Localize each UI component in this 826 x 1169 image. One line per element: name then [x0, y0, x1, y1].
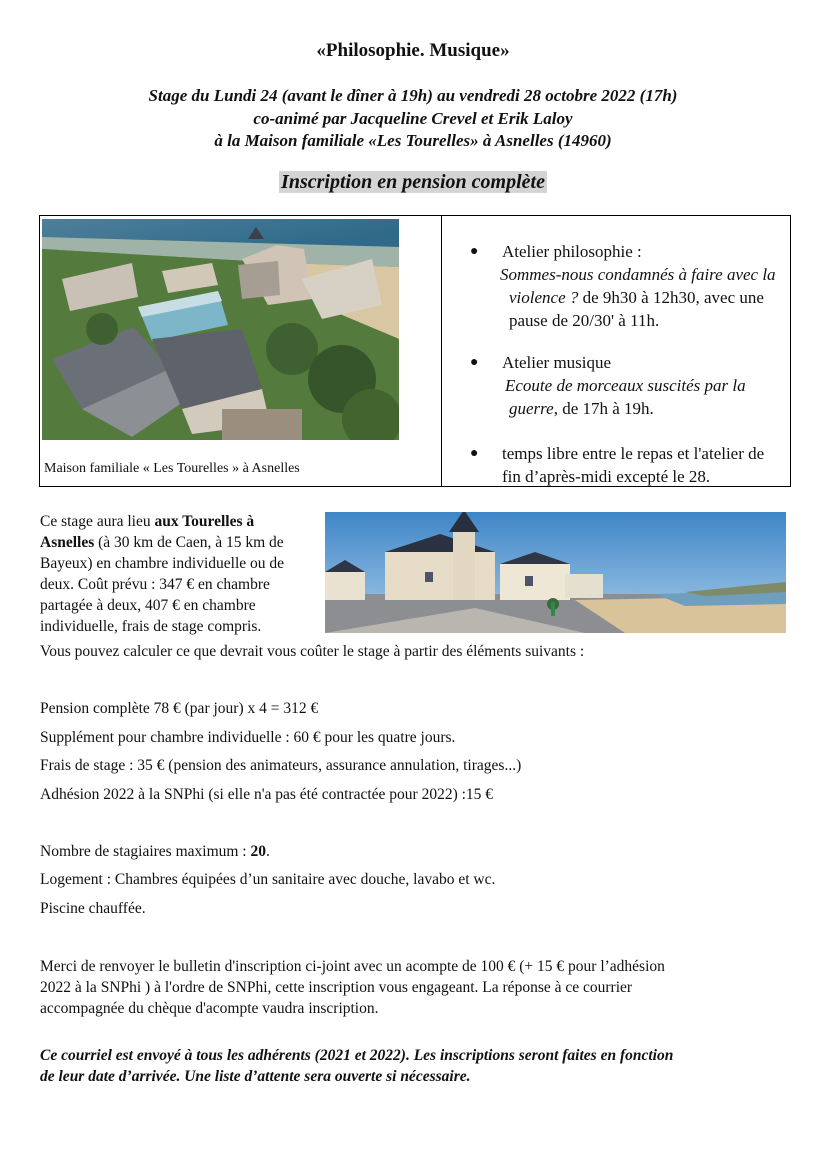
- table-divider: [441, 216, 442, 486]
- mailing-notice-line-2: de leur date d’arrivée. Une liste d’attente sera ouverte si nécessaire.: [40, 1068, 471, 1085]
- intro-paragraph: [40, 511, 325, 637]
- cost-course-fees: Frais de stage : 35 € (pension des animateurs, assurance annulation, tirages...): [40, 757, 522, 774]
- music-workshop-title: Atelier musique: [502, 353, 612, 372]
- music-workshop-time: [509, 397, 654, 420]
- intro-line-1: [40, 511, 325, 532]
- philosophy-workshop-question-end: violence ?: [509, 288, 583, 307]
- registration-line-1: Merci de renvoyer le bulletin d'inscription ci-joint avec un acompte de 100 € (+ 15 € pour l’adhésion: [40, 958, 665, 975]
- subtitle-location: à la Maison familiale «Les Tourelles» à Asnelles (14960): [214, 131, 612, 150]
- aerial-photo-caption: Maison familiale « Les Tourelles » à Asnelles: [44, 461, 300, 476]
- document-title: «Philosophie. Musique»: [316, 40, 510, 61]
- bullet-dot: ●: [470, 355, 479, 370]
- intro-text: Ce stage aura lieu: [40, 513, 155, 530]
- info-table: [39, 215, 791, 487]
- subtitle-dates: Stage du Lundi 24 (avant le dîner à 19h) au vendredi 28 octobre 2022 (17h): [148, 86, 678, 105]
- max-participants-end: .: [266, 843, 270, 860]
- subtitle-animators: co-animé par Jacqueline Crevel et Erik Laloy: [253, 109, 573, 128]
- intro-venue: aux Tourelles à: [154, 513, 255, 530]
- cost-full-board: Pension complète 78 € (par jour) x 4 = 312 €: [40, 700, 319, 717]
- mailing-notice: [40, 1045, 673, 1087]
- free-time-line-2: fin d’après-midi excepté le 28.: [502, 467, 711, 486]
- intro-line-3: Bayeux) en chambre individuelle ou de: [40, 555, 285, 572]
- philosophy-workshop-time: [509, 286, 764, 309]
- bullet-dot: ●: [470, 244, 479, 259]
- intro-town: Asnelles: [40, 534, 95, 551]
- intro-line-5: partagée à deux, 407 € en chambre: [40, 597, 256, 614]
- pool-info: Piscine chauffée.: [40, 900, 146, 917]
- beach-photo: [325, 512, 786, 633]
- mailing-notice-line-1: Ce courriel est envoyé à tous les adhérents (2021 et 2022). Les inscriptions seront faites en fonction: [40, 1047, 674, 1064]
- philosophy-workshop-break: pause de 20/30' à 11h.: [509, 311, 660, 330]
- cost-calculation-intro: Vous pouvez calculer ce que devrait vous coûter le stage à partir des éléments suivants :: [40, 643, 585, 660]
- registration-line-3: accompagnée du chèque d'acompte vaudra inscription.: [40, 1000, 379, 1017]
- lodging-info: Logement : Chambres équipées d’un sanitaire avec douche, lavabo et wc.: [40, 871, 496, 888]
- philosophy-workshop-question: Sommes-nous condamnés à faire avec la: [500, 265, 776, 284]
- philosophy-workshop-title: Atelier philosophie :: [502, 242, 642, 261]
- intro-line-4: deux. Coût prévu : 347 € en chambre: [40, 576, 270, 593]
- bullet-dot: ●: [470, 446, 479, 461]
- beach-photo-image: [325, 512, 786, 633]
- registration-line-2: 2022 à la SNPhi ) à l'ordre de SNPhi, cette inscription vous engageant. La réponse à ce courrier: [40, 979, 633, 996]
- free-time-line-1: temps libre entre le repas et l'atelier de: [502, 444, 765, 463]
- registration-instructions: [40, 956, 665, 1019]
- aerial-photo-image: [42, 219, 399, 440]
- max-participants: [40, 843, 270, 861]
- section-heading-text: Inscription en pension complète: [281, 171, 545, 193]
- max-participants-label: Nombre de stagiaires maximum :: [40, 843, 251, 860]
- cost-single-room-supplement: Supplément pour chambre individuelle : 60 € pour les quatre jours.: [40, 729, 456, 746]
- cost-membership: Adhésion 2022 à la SNPhi (si elle n'a pas été contractée pour 2022) :15 €: [40, 786, 494, 803]
- music-workshop-theme: Ecoute de morceaux suscités par la: [505, 376, 746, 395]
- intro-line-6: individuelle, frais de stage compris.: [40, 618, 262, 635]
- max-participants-value: 20: [250, 843, 266, 860]
- aerial-photo: [42, 219, 399, 440]
- music-workshop-hours: , de 17h à 19h.: [553, 399, 654, 418]
- intro-text: (à 30 km de Caen, à 15 km de: [94, 534, 284, 551]
- intro-line-2: [40, 532, 325, 553]
- philosophy-workshop-hours: de 9h30 à 12h30, avec une: [582, 288, 764, 307]
- music-workshop-theme-end: guerre: [509, 399, 554, 418]
- section-heading: [0, 171, 826, 194]
